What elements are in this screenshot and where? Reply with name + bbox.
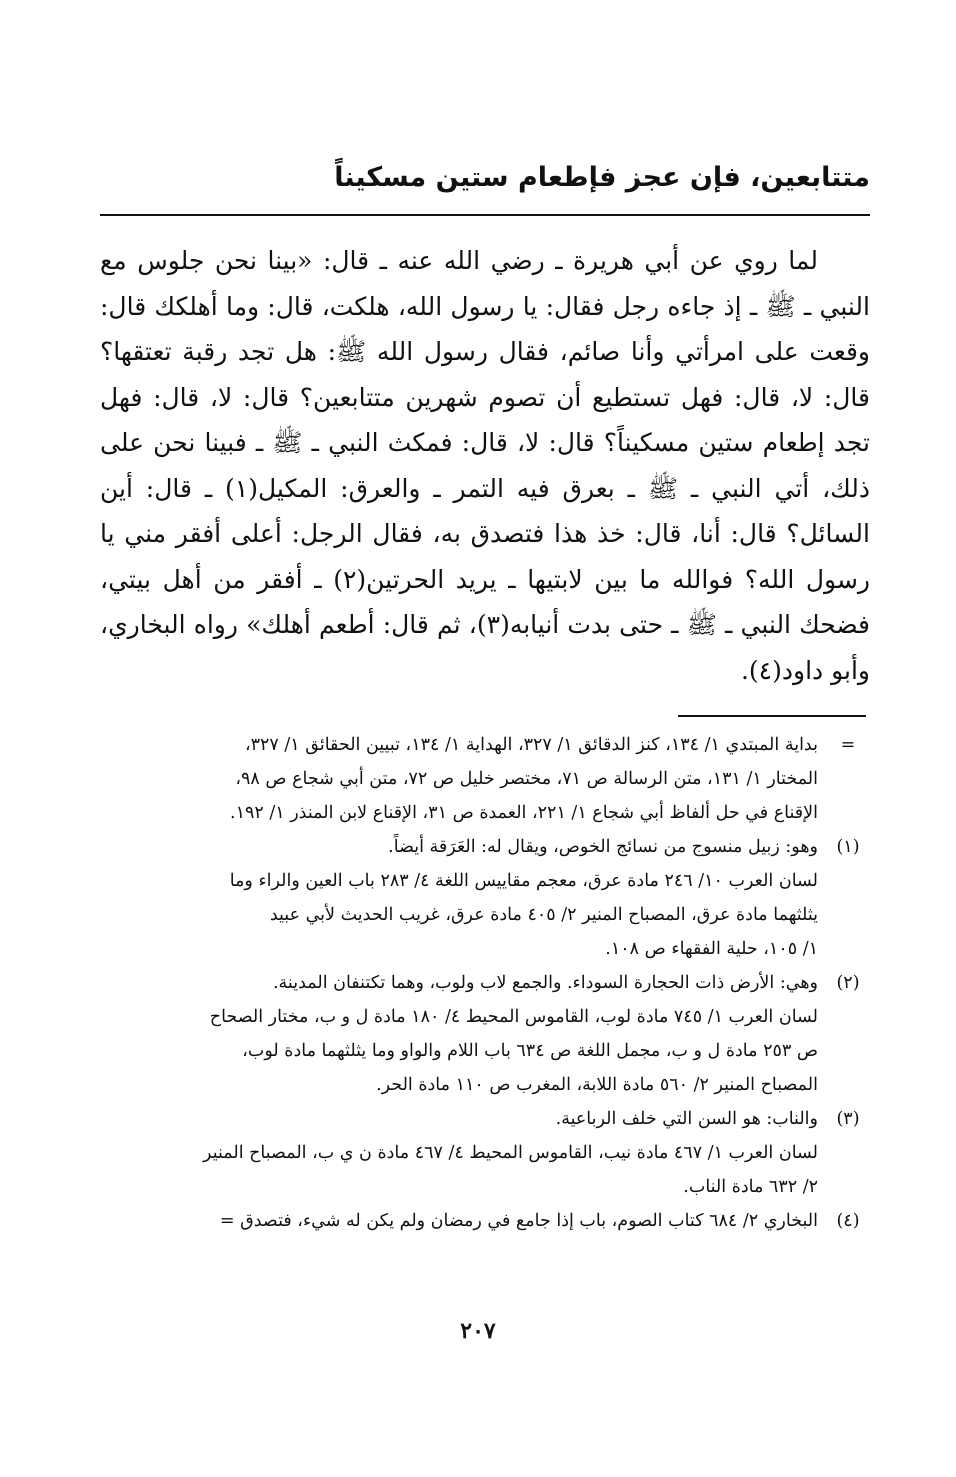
running-header-title: متتابعين، فإن عجز فإطعام ستين مسكيناً bbox=[334, 162, 870, 193]
footnote-continuation bbox=[100, 728, 870, 830]
footnote-line: يثلثهما مادة عرق، المصباح المنير ٢/ ٤٠٥ مادة عرق، غريب الحديث لأبي عبيد bbox=[269, 905, 818, 925]
footnote-line: لسان العرب ١/ ٤٦٧ مادة نيب، القاموس المحيط ٤/ ٤٦٧ مادة ن ي ب، المصباح المنير bbox=[203, 1143, 818, 1163]
footnote-line: لسان العرب ١/ ٧٤٥ مادة لوب، القاموس المحيط ٤/ ١٨٠ مادة ل و ب، مختار الصحاح bbox=[209, 1007, 818, 1027]
footnote-line: لسان العرب ١٠/ ٢٤٦ مادة عرق، معجم مقاييس اللغة ٤/ ٢٨٣ باب العين والراء وما bbox=[229, 871, 818, 891]
footnote-marker: = bbox=[840, 735, 856, 755]
footnote-marker: (٣) bbox=[836, 1109, 860, 1129]
footnote-marker: (٢) bbox=[836, 973, 860, 993]
footnote-4 bbox=[100, 1204, 870, 1238]
footnote-3 bbox=[100, 1102, 870, 1204]
footnote-divider bbox=[678, 715, 866, 717]
footnote-2 bbox=[100, 966, 870, 1102]
footnote-line: البخاري ٢/ ٦٨٤ كتاب الصوم، باب إذا جامع في رمضان ولم يكن له شيء، فتصدق = bbox=[219, 1211, 818, 1231]
footnote-marker: (٤) bbox=[836, 1211, 860, 1231]
footnote-line: بداية المبتدي ١/ ١٣٤، كنز الدقائق ١/ ٣٢٧، الهداية ١/ ١٣٤، تبيين الحقائق ١/ ٣٢٧، bbox=[244, 735, 818, 755]
footnote-line: ٢/ ٦٣٢ مادة الناب. bbox=[683, 1177, 818, 1197]
main-paragraph: لما روي عن أبي هريرة ـ رضي الله عنه ـ قال: «بينا نحن جلوس مع النبي ـ ﷺ ـ إذ جاءه رجل فقال: يا رسول الله، هلكت، قال: وما أهلكك قال: وقعت على امرأتي وأنا صائم، فقال رسول الله ﷺ: هل تجد رقبة تعتقها؟ قال: لا، قال: فهل تستطيع أن تصوم شهرين متتابعين؟ قال: لا، قال: فهل تجد إطعام ستين مسكيناً؟ قال: لا، قال: فمكث النبي ـ ﷺ ـ فبينا نحن على ذلك، أتي النبي ـ ﷺ ـ بعرق فيه التمر ـ والعرق: المكيل(١) ـ قال: أين السائل؟ قال: أنا، قال: خذ هذا فتصدق به، فقال الرجل: أعلى أفقر مني يا رسول الله؟ فوالله ما بين لابتيها ـ يريد الحرتين(٢) ـ أفقر من أهل بيتي، فضحك النبي ـ ﷺ ـ حتى بدت أنيابه(٣)، ثم قال: أطعم أهلك» رواه البخاري، وأبو داود(٤). bbox=[100, 246, 871, 685]
footnote-line: وهي: الأرض ذات الحجارة السوداء. والجمع لاب ولوب، وهما تكتنفان المدينة. bbox=[272, 973, 818, 993]
header-divider bbox=[100, 214, 870, 216]
footnote-line: وهو: زبيل منسوج من نسائج الخوص، ويقال له: العَرَقة أيضاً. bbox=[388, 837, 818, 857]
footnote-line: ص ٢٥٣ مادة ل و ب، مجمل اللغة ص ٦٣٤ باب اللام والواو وما يثلثهما مادة لوب، bbox=[242, 1041, 818, 1061]
footnote-line: المختار ١/ ١٣١، متن الرسالة ص ٧١، مختصر خليل ص ٧٢، متن أبي شجاع ص ٩٨، bbox=[235, 769, 818, 789]
footnote-1 bbox=[100, 830, 870, 966]
footnote-line: المصباح المنير ٢/ ٥٦٠ مادة اللابة، المغرب ص ١١٠ مادة الحر. bbox=[376, 1075, 818, 1095]
main-text-body bbox=[100, 238, 870, 693]
footnote-line: ١/ ١٠٥، حلية الفقهاء ص ١٠٨. bbox=[605, 939, 818, 959]
footnote-marker: (١) bbox=[836, 837, 860, 857]
footnotes-section bbox=[100, 728, 870, 1238]
page-number: ٢٠٧ bbox=[460, 1318, 496, 1344]
footnote-line: والناب: هو السن التي خلف الرباعية. bbox=[555, 1109, 818, 1129]
footnote-line: الإقناع في حل ألفاظ أبي شجاع ١/ ٢٢١، العمدة ص ٣١، الإقناع لابن المنذر ١/ ١٩٢. bbox=[229, 803, 818, 823]
